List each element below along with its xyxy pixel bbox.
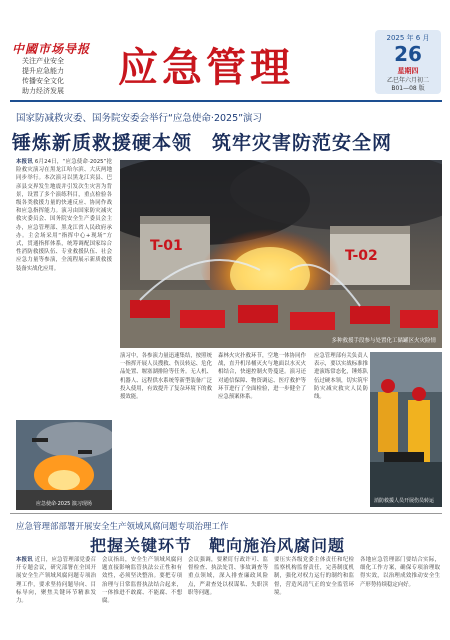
masthead-divider — [10, 100, 442, 102]
fire-scene-image — [120, 160, 442, 348]
masthead-slogan — [22, 56, 82, 96]
date-weekday: 星期四 — [397, 67, 419, 75]
article1-text: 6月24日，“应急使命·2025”抢险救灾演习在黑龙江哈尔滨、大庆两地同步举行。本次演习以黑龙江宾县、巴彦县交界发生地震并引发次生灾害为背景，设置了多个演练科目，重点检验各级各类救援力量的快速反应、协同作战和应急指挥能力。演习由国家防灾减灾救灾委员会、国务院安全生产委员会主办，应急管理部、黑龙江省人民政府承办。主会场采用“指挥中心+现场”方式，贯通指挥体系，统筹调配国家综合性消防救援队伍、专业救援队伍、社会应急力量等参演，全流程展示新质救援装备实战化应用。 — [16, 159, 112, 272]
article2-byline: 本报讯 — [16, 557, 33, 563]
drone-fire-image — [16, 420, 112, 510]
date-lunar: 乙巳年六月初二 — [386, 77, 429, 84]
article1-kicker: 国家防减救灾委、国务院安委会举行“应急使命·2025”演习 — [16, 113, 263, 124]
article2-column-2: 会议指出，安全生产领域风腐问题直接影响监管执法公正性和有效性，必须坚决整治。要把专项治理与日常监督执法结合起来，一体推进不敢腐、不能腐、不想腐。 — [102, 557, 182, 605]
svg-text:T-01: T-01 — [150, 238, 183, 254]
slogan-line: 提升应急能力 — [22, 67, 64, 75]
article2-column-1 — [16, 556, 96, 636]
article1-column-4: 应急管理部有关负责人表示，要以实战标准推进演练常态化，锤炼队伍过硬本领，切实筑牢防灾减灾救灾人民防线。 — [314, 353, 368, 401]
date-pages: B01—08 版 — [391, 85, 425, 92]
article1-headline: 锤炼新质救援硬本领 筑牢灾害防范安全网 — [12, 132, 393, 154]
rescue-team-image — [370, 352, 442, 507]
article1-column-1 — [16, 158, 112, 416]
article1-column-2: 演习中，各参演力量迅速集结，按照统一指挥开展人员搜救、伤员转运、危化品处置、堰塞湖排险等任务。无人机、机器人、远程供水系统等新型装备广泛投入使用，有效提升了复杂环境下的救援效能。 — [120, 353, 212, 401]
slogan-line: 关注产业安全 — [22, 57, 64, 65]
article1-main-photo — [120, 160, 442, 348]
svg-text:T-02: T-02 — [345, 248, 378, 264]
article2-column-5: 各地应急管理部门要结合实际，细化工作方案，确保专项治理取得实效，以治理成效推动安全生产形势持续稳定向好。 — [360, 557, 440, 588]
article2-column-4: 要压实各级党委主体责任和纪检监察机构监督责任，完善制度机制，强化对权力运行的制约和监督，营造风清气正的安全监管环境。 — [274, 557, 354, 596]
article2-text: 近日，应急管理部党委召开专题会议，研究部署在全国开展安全生产领域风腐问题专项治理工作，要求坚持问题导向、目标导向，聚焦关键环节精准发力。 — [16, 557, 96, 605]
photo-3-caption: 消防救援人员开展伤员转运 — [374, 498, 435, 504]
slogan-line: 传播安全文化 — [22, 77, 64, 85]
date-day: 26 — [394, 42, 422, 66]
article2-kicker: 应急管理部部署开展安全生产领域风腐问题专项治理工作 — [16, 522, 229, 532]
article2-column-3: 会议强调，要紧盯行政许可、监督检查、执法处罚、事故调查等重点领域，深入排查廉政风险点，严肃查处以权谋私、失职渎职等问题。 — [188, 557, 268, 596]
article1-photo-3 — [370, 352, 442, 507]
article1-photo-2 — [16, 420, 112, 510]
date-box — [375, 30, 441, 94]
section-divider — [10, 513, 442, 514]
article1-column-3: 森林火灾扑救环节，空地一体协同作战，直升机吊桶灭火与地面以水灭火相结合，快速控制火势蔓延。演习还对通信保障、物资调运、医疗救护等环节进行了全面检验，进一步健全了应急预案体系。 — [218, 353, 306, 401]
section-title: 应急管理 — [118, 44, 294, 91]
article1-byline: 本报讯 — [16, 159, 33, 165]
paper-name: 中國市场导报 — [12, 42, 91, 56]
date-year-month: 2025 年 6 月 — [386, 34, 430, 42]
slogan-line: 助力经济发展 — [22, 87, 64, 95]
main-photo-caption: 多种救援手段参与处置化工储罐区火灾险情 — [331, 338, 436, 344]
photo-2-caption: 应急使命·2025 演习现场 — [36, 501, 92, 507]
article2-headline: 把握关键环节 靶向施治风腐问题 — [90, 536, 346, 555]
